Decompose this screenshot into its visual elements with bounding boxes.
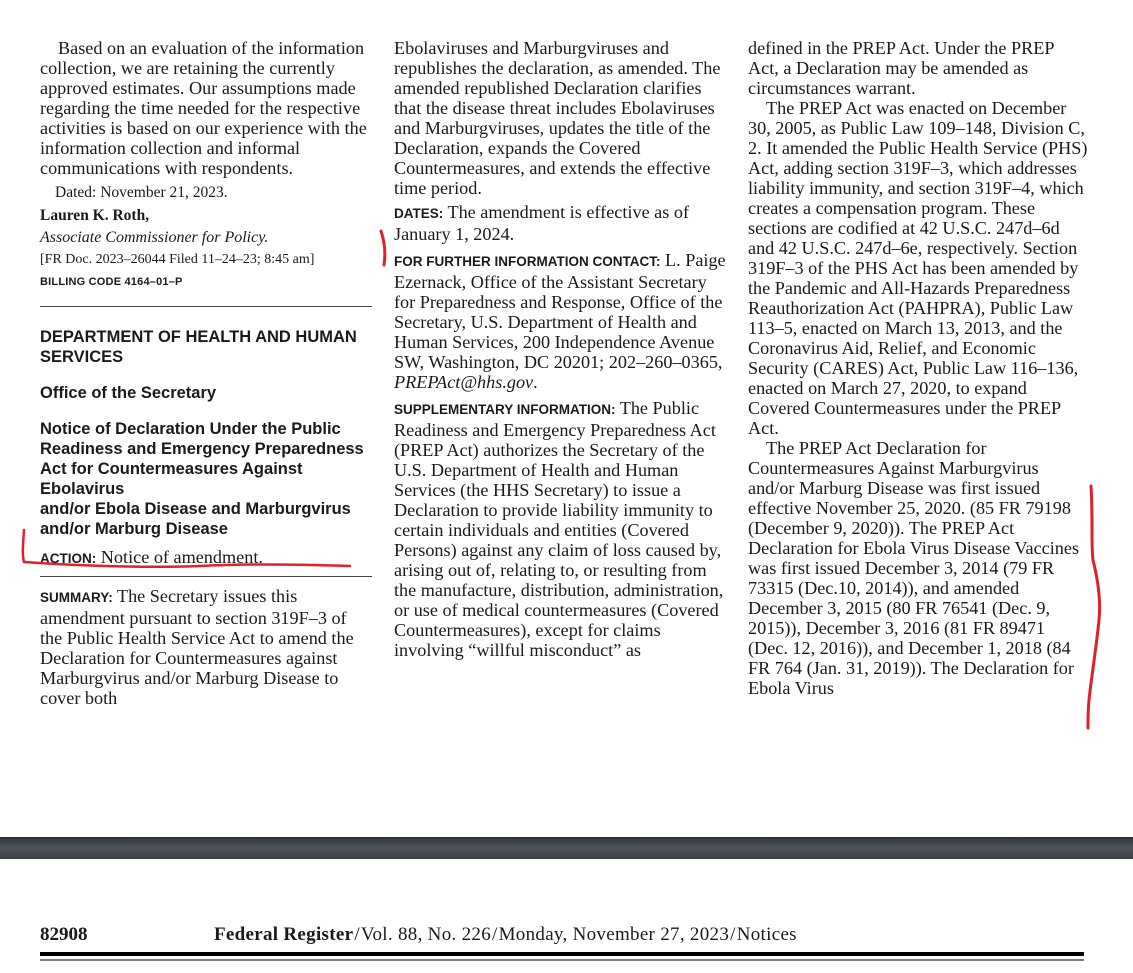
publication-name: Federal Register (214, 924, 354, 945)
title-underline-annotation (23, 530, 350, 567)
dates-bracket-annotation (381, 231, 385, 265)
separator: / (730, 924, 736, 945)
section-name: Notices (736, 924, 797, 945)
dates-text: The amendment is effective as of January 1, 2024. (394, 202, 690, 244)
dated-line: Dated: November 21, 2023. (55, 184, 228, 201)
history-bracket-annotation (1088, 486, 1100, 728)
action-text: Notice of amendment. (100, 547, 263, 567)
summary-text: The Secretary issues this amendment pursuant to section 319F–3 of the Public Health Service Act to amend the Declaration for Countermeasures against Marburgvirus and/or Marburg Disease to cover both (40, 586, 354, 708)
supplementary-label: SUPPLEMENTARY INFORMATION: (394, 402, 616, 417)
document-page-lower (0, 859, 1133, 973)
volume-issue: Vol. 88, No. 226 (360, 924, 491, 945)
dates-label: DATES: (394, 206, 444, 221)
signer-title: Associate Commissioner for Policy. (40, 229, 269, 246)
supplementary-text: The Public Readiness and Emergency Preparedness Act (PREP Act) authorizes the Secretary of the U.S. Department of Health and Human Services (the HHS Secretary) to issue a Declaration to provide liability immunity to certain individuals and entities (Covered Persons) against any claim of loss caused by, arising out of, relating to, or resulting from the manufacture, distribution, administration, or use of medical countermeasures (Covered Countermeasures), except for claims involving “willful misconduct” as (394, 398, 724, 660)
contact-text: L. Paige Ezernack, Office of the Assistant Secretary for Preparedness and Response, Office of the Secretary, U.S. Department of Health and Human Services, 200 Independence Avenue SW, Washington, DC 20201; 202–260–0365, (394, 250, 726, 372)
running-head-text (214, 923, 797, 947)
summary-label: SUMMARY: (40, 590, 113, 605)
closing-paragraph: Based on an evaluation of the information collection, we are retaining the currently approved estimates. Our assumptions made regarding the time needed for the respective activities is based on our experience with the information collection and informal communications with respondents. (40, 38, 367, 178)
fr-doc-citation: [FR Doc. 2023–26044 Filed 11–24–23; 8:45 am] (40, 252, 315, 267)
issue-date: Monday, November 27, 2023 (498, 924, 730, 945)
action-label: ACTION: (40, 551, 97, 566)
contact-label: FOR FURTHER INFORMATION CONTACT: (394, 254, 661, 269)
running-head (40, 923, 1084, 953)
separator: / (354, 924, 360, 945)
subagency-heading: Office of the Secretary (40, 384, 217, 402)
header-thick-rule (40, 952, 1084, 956)
page-number: 82908 (40, 924, 88, 945)
separator: / (492, 924, 498, 945)
document-title-part-2: and/or Ebola Disease and Marburgvirus and/or Marburg Disease (40, 500, 351, 538)
contact-email-link[interactable]: PREPAct@hhs.gov (394, 372, 534, 392)
declaration-history-paragraph: The PREP Act Declaration for Countermeasures Against Marburgvirus and/or Marburg Disease was first issued effective November 25, 2020. (85 FR 79198 (December 9, 2020)). The PREP Act Declaration for Ebola Virus Disease Vaccines was first issued December 3, 2014 (79 FR 73315 (Dec.10, 2014)), and amended December 3, 2015 (80 FR 76541 (Dec. 9, 2015)), December 3, 2016 (81 FR 89471 (Dec. 12, 2016)), and December 1, 2018 (84 FR 764 (Jan. 31, 2019)). The Declaration for Ebola Virus (748, 438, 1080, 698)
document-title-part-1: Notice of Declaration Under the Public Readiness and Emergency Preparedness Act for Countermeasures Against Ebolavirus (40, 420, 364, 498)
agency-heading: DEPARTMENT OF HEALTH AND HUMAN SERVICES (40, 328, 357, 366)
contact-end: . (533, 372, 538, 392)
signer-name: Lauren K. Roth, (40, 207, 150, 224)
page-break-bar (0, 837, 1133, 859)
summary-continued: Ebolaviruses and Marburgviruses and republishes the declaration, as amended. The amended republished Declaration clarifies that the disease threat includes Ebolaviruses and Marburgviruses, updates the title of the Declaration, expands the Covered Countermeasures, and extends the effective time period. (394, 38, 721, 198)
prep-act-continued: defined in the PREP Act. Under the PREP Act, a Declaration may be amended as circumstances warrant. (748, 38, 1054, 98)
billing-code: BILLING CODE 4164–01–P (40, 276, 183, 288)
header-thin-rule (40, 959, 1084, 961)
prep-act-enacted-paragraph: The PREP Act was enacted on December 30, 2005, as Public Law 109–148, Division C, 2. It amended the Public Health Service (PHS) Act, adding section 319F–3, which addresses liability immunity, and section 319F–4, which creates a compensation program. These sections are codified at 42 U.S.C. 247d–6d and 42 U.S.C. 247d–6e, respectively. Section 319F–3 of the PHS Act has been amended by the Pandemic and All-Hazards Preparedness Reauthorization Act (PAHPRA), Public Law 113–5, enacted on March 13, 2013, and the Coronavirus Aid, Relief, and Economic Security (CARES) Act, Public Law 116–136, enacted on March 27, 2020, to expand Covered Countermeasures under the PREP Act. (748, 98, 1088, 438)
